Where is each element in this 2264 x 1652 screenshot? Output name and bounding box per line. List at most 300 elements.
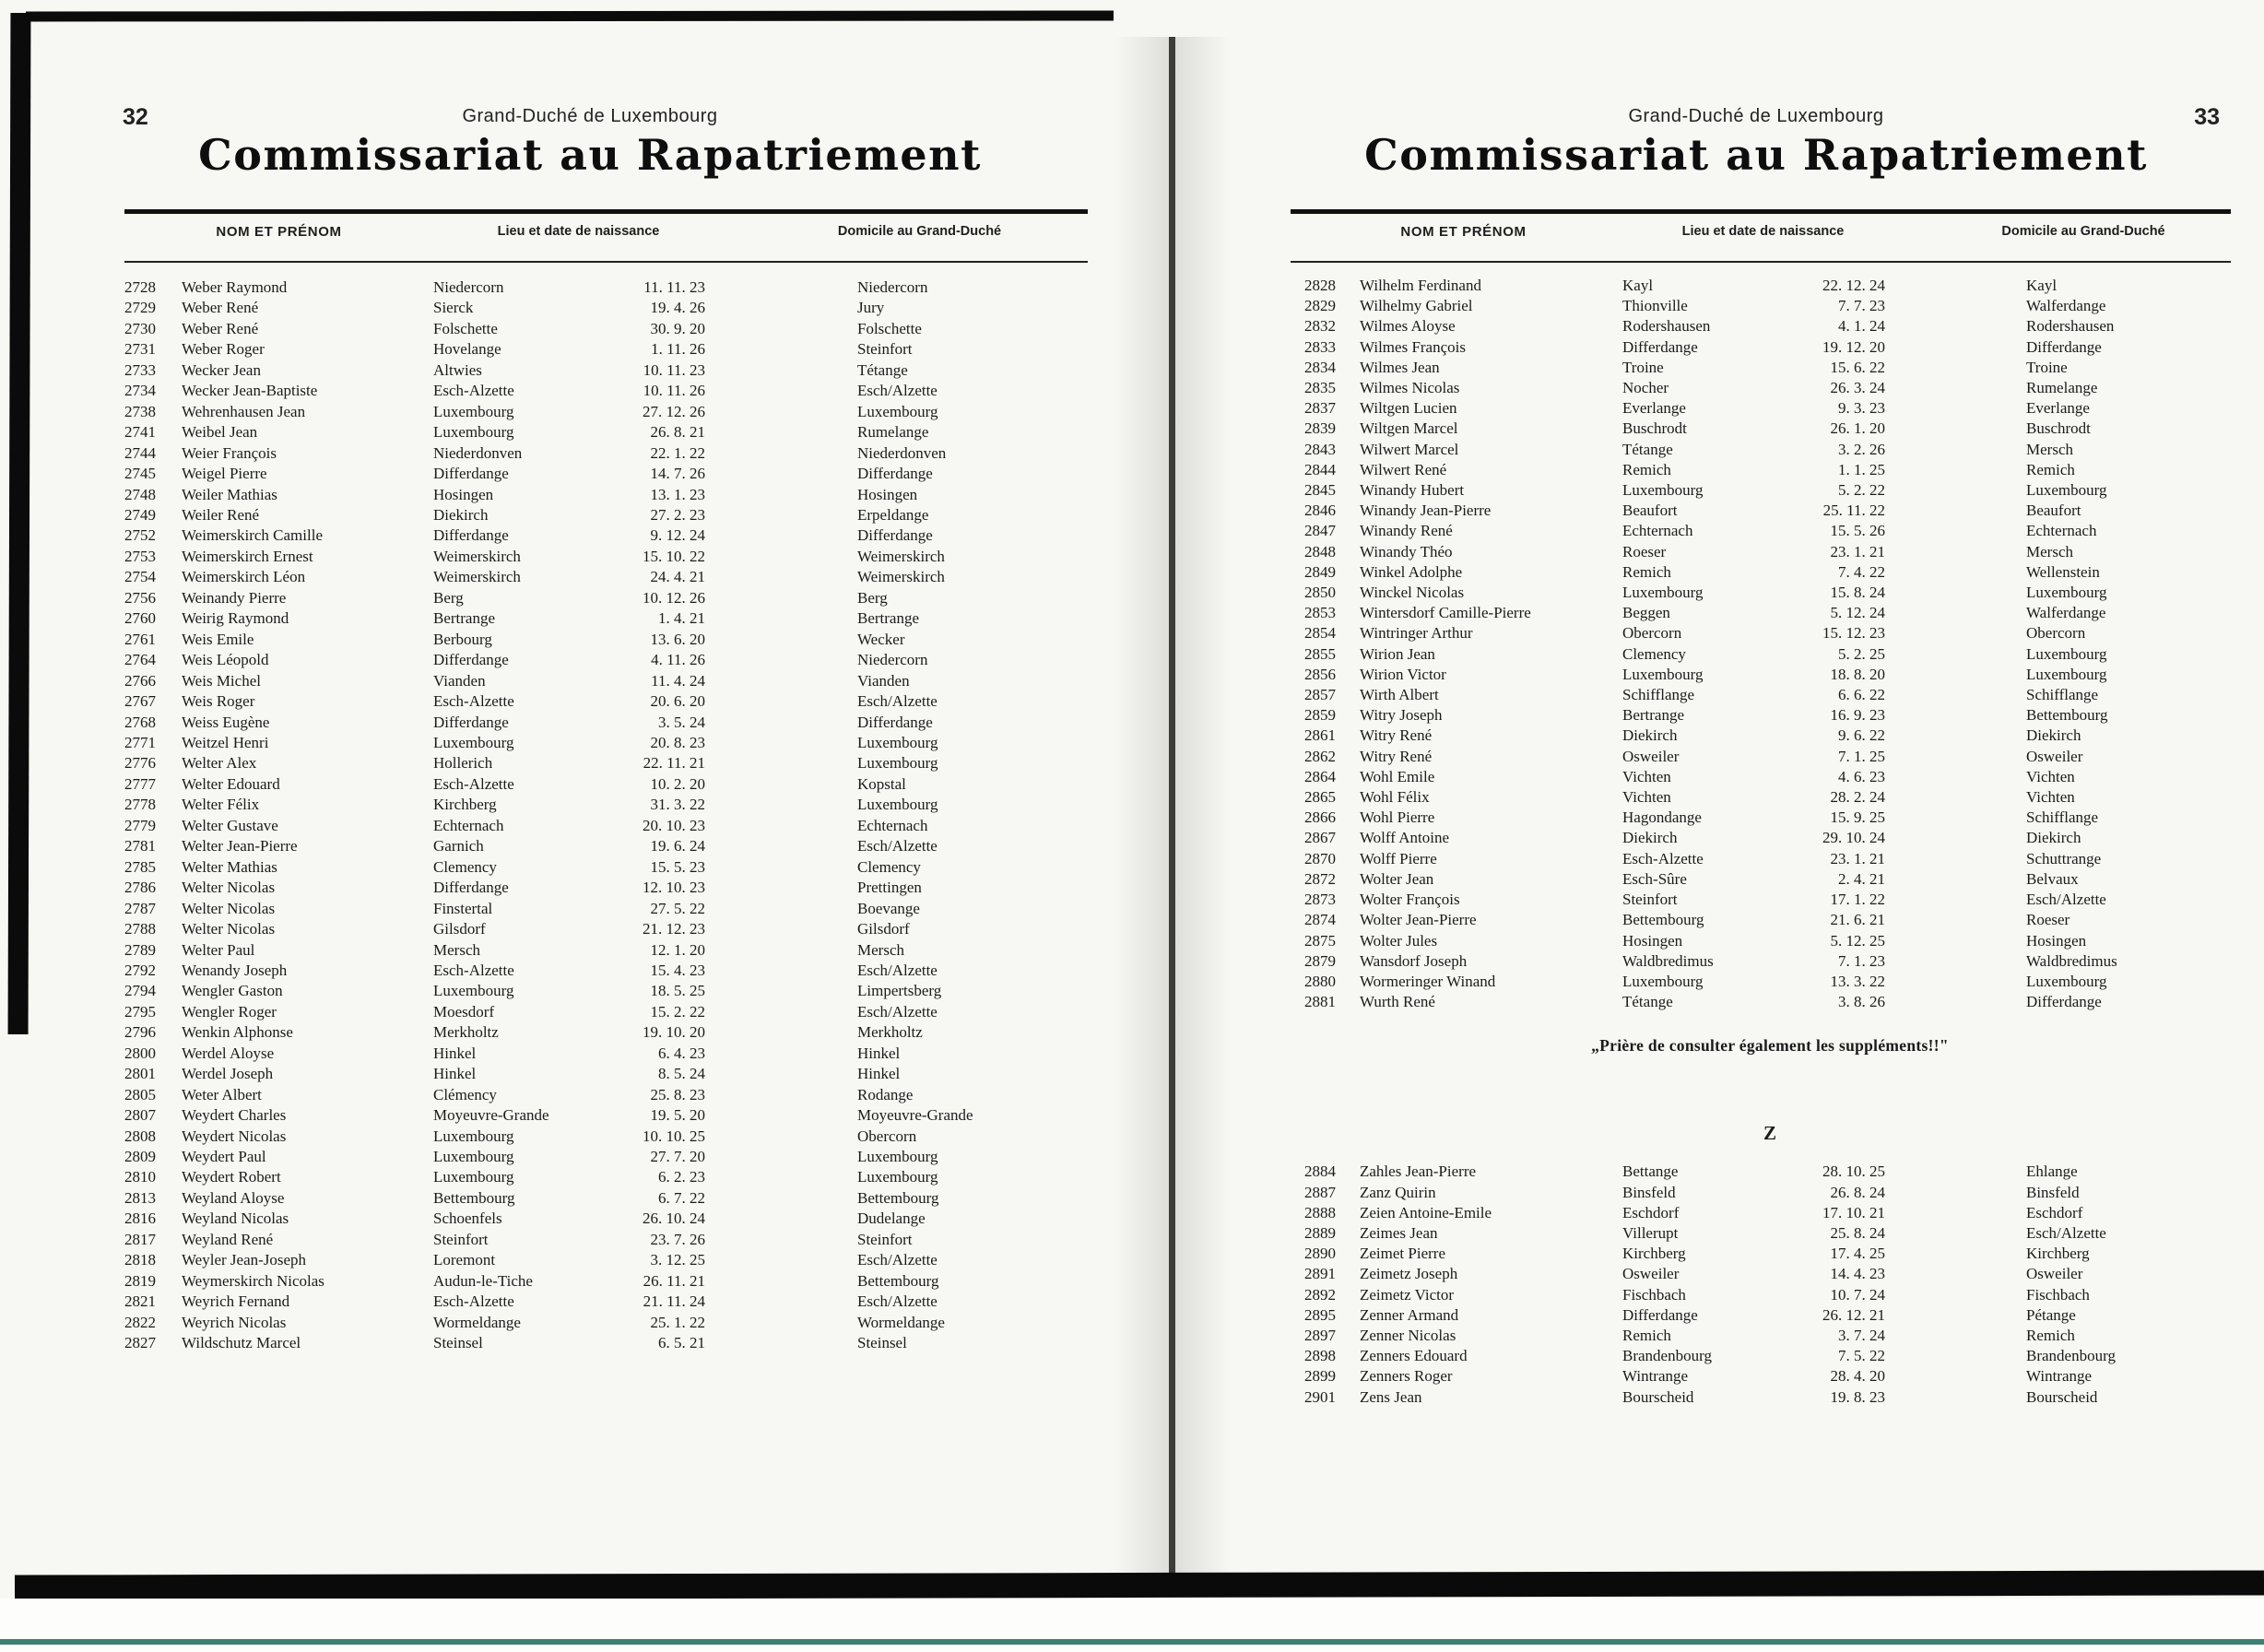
record-name: Wolff Pierre xyxy=(1360,849,1437,867)
table-row xyxy=(124,1105,1088,1126)
record-name: Werdel Aloyse xyxy=(182,1044,275,1062)
birth-date: 22. 11. 21 xyxy=(643,754,705,773)
record-number: 2748 xyxy=(124,485,156,503)
table-row xyxy=(124,713,1088,733)
birth-place: Finstertal xyxy=(433,899,493,917)
birth-place: Diekirch xyxy=(433,505,489,524)
record-name: Witry René xyxy=(1360,726,1433,745)
record-number: 2892 xyxy=(1304,1285,1336,1304)
domicile: Esch/Alzette xyxy=(2026,891,2106,909)
table-row xyxy=(1304,849,2235,869)
record-number: 2816 xyxy=(124,1210,156,1228)
record-number: 2884 xyxy=(1304,1162,1336,1181)
domicile: Luxembourg xyxy=(857,1148,938,1166)
record-number: 2728 xyxy=(124,278,156,296)
birth-date: 17. 1. 22 xyxy=(1830,891,1885,909)
birth-date: 16. 9. 23 xyxy=(1830,706,1885,725)
domicile: Hinkel xyxy=(857,1044,901,1062)
record-name: Weyland Nicolas xyxy=(182,1210,289,1228)
table-row xyxy=(124,1313,1088,1333)
record-name: Welter Jean-Pierre xyxy=(182,837,298,856)
supplement-note: „Prière de consulter également les suppléments!!" xyxy=(1591,1036,1949,1056)
country-header: Grand-Duché de Luxembourg xyxy=(1628,106,1884,126)
table-row xyxy=(1304,460,2235,480)
birth-date: 12. 10. 23 xyxy=(643,879,705,897)
birth-date: 23. 7. 26 xyxy=(650,1230,705,1248)
birth-place: Moesdorf xyxy=(433,1002,495,1021)
domicile: Buschrodt xyxy=(2026,419,2091,438)
record-number: 2785 xyxy=(124,857,156,876)
domicile: Eschdorf xyxy=(2026,1203,2083,1221)
record-number: 2796 xyxy=(124,1023,156,1042)
table-row xyxy=(1304,337,2235,358)
record-number: 2867 xyxy=(1304,829,1336,847)
birth-date: 19. 6. 24 xyxy=(650,837,705,856)
birth-place: Kirchberg xyxy=(433,796,497,814)
domicile: Folschette xyxy=(857,319,922,337)
birth-place: Bertrange xyxy=(433,609,496,628)
domicile: Wintrange xyxy=(2026,1367,2093,1386)
birth-place: Everlange xyxy=(1622,399,1686,418)
record-number: 2832 xyxy=(1304,317,1336,336)
record-name: Zeimes Jean xyxy=(1360,1223,1438,1242)
birth-place: Luxembourg xyxy=(433,982,514,1000)
birth-date: 15. 12. 23 xyxy=(1822,624,1885,643)
table-row xyxy=(1304,685,2235,705)
birth-date: 3. 8. 26 xyxy=(1838,993,1885,1011)
record-number: 2794 xyxy=(124,982,156,1000)
record-number: 2821 xyxy=(124,1292,156,1311)
domicile: Echternach xyxy=(2026,522,2097,540)
record-name: Wehrenhausen Jean xyxy=(182,402,306,420)
record-name: Wenkin Alphonse xyxy=(182,1023,293,1042)
birth-date: 4. 6. 23 xyxy=(1838,767,1885,785)
table-row xyxy=(124,753,1088,773)
birth-date: 25. 11. 22 xyxy=(1822,502,1885,520)
domicile: Mersch xyxy=(857,940,904,959)
record-number: 2766 xyxy=(124,671,156,690)
record-name: Weinandy Pierre xyxy=(182,588,287,607)
table-row xyxy=(1304,767,2235,787)
record-name: Welter Nicolas xyxy=(182,899,276,917)
domicile: Bettembourg xyxy=(2026,706,2108,725)
record-number: 2819 xyxy=(124,1271,156,1290)
record-name: Wirion Jean xyxy=(1360,644,1435,663)
domicile: Vichten xyxy=(2026,788,2075,807)
table-row xyxy=(124,381,1088,401)
birth-place: Osweiler xyxy=(1622,1265,1680,1283)
birth-place: Altwies xyxy=(433,360,482,379)
domicile: Walferdange xyxy=(2026,297,2106,315)
birth-date: 17. 4. 25 xyxy=(1830,1245,1885,1263)
record-name: Wilmes Nicolas xyxy=(1360,379,1460,397)
domicile: Limpertsberg xyxy=(857,982,942,1000)
record-name: Winandy Jean-Pierre xyxy=(1360,502,1492,520)
table-row xyxy=(124,360,1088,381)
domicile: Steinfort xyxy=(857,340,913,359)
record-name: Weter Albert xyxy=(182,1085,262,1103)
domicile: Differdange xyxy=(857,465,933,483)
record-name: Weyland René xyxy=(182,1230,274,1248)
birth-place: Wormeldange xyxy=(433,1313,521,1331)
domicile: Prettingen xyxy=(857,879,922,897)
record-name: Witry Joseph xyxy=(1360,706,1443,725)
record-name: Zenner Armand xyxy=(1360,1305,1459,1324)
birth-place: Luxembourg xyxy=(433,733,514,751)
birth-date: 10. 10. 25 xyxy=(643,1127,705,1145)
birth-date: 5. 2. 22 xyxy=(1838,481,1885,500)
birth-date: 9. 12. 24 xyxy=(650,526,705,545)
table-row xyxy=(124,485,1088,505)
table-row xyxy=(1304,1244,2235,1264)
domicile: Osweiler xyxy=(2026,747,2083,765)
domicile: Rumelange xyxy=(2026,379,2098,397)
domicile: Boevange xyxy=(857,899,920,917)
record-name: Welter Alex xyxy=(182,754,257,773)
domicile: Obercorn xyxy=(857,1127,917,1145)
record-name: Weis Emile xyxy=(182,630,254,648)
record-number: 2756 xyxy=(124,588,156,607)
birth-place: Clemency xyxy=(433,857,497,876)
scan-bottom-accent-line xyxy=(0,1639,2264,1645)
table-row xyxy=(124,836,1088,856)
table-row xyxy=(1304,1305,2235,1326)
domicile: Wecker xyxy=(857,630,905,648)
birth-date: 7. 1. 25 xyxy=(1838,747,1885,765)
record-number: 2874 xyxy=(1304,911,1336,929)
birth-place: Hollerich xyxy=(433,754,493,773)
table-row xyxy=(124,422,1088,442)
page-number: 33 xyxy=(2194,104,2220,130)
birth-date: 23. 1. 21 xyxy=(1830,542,1885,560)
birth-place: Merkholtz xyxy=(433,1023,499,1042)
record-number: 2895 xyxy=(1304,1305,1336,1324)
birth-place: Rodershausen xyxy=(1622,317,1711,336)
record-name: Wengler Gaston xyxy=(182,982,283,1000)
record-number: 2744 xyxy=(124,443,156,462)
record-number: 2856 xyxy=(1304,665,1336,683)
book-page-right xyxy=(1189,51,2258,1581)
table-row xyxy=(1304,1285,2235,1305)
record-number: 2849 xyxy=(1304,562,1336,581)
birth-place: Bettembourg xyxy=(1622,911,1704,929)
birth-place: Differdange xyxy=(433,526,509,545)
record-number: 2786 xyxy=(124,879,156,897)
domicile: Luxembourg xyxy=(2026,644,2107,663)
table-row xyxy=(124,298,1088,318)
record-name: Wormeringer Winand xyxy=(1360,972,1496,990)
birth-date: 26. 3. 24 xyxy=(1830,379,1885,397)
birth-place: Luxembourg xyxy=(433,402,514,420)
record-number: 2847 xyxy=(1304,522,1336,540)
table-row xyxy=(124,402,1088,422)
domicile: Mersch xyxy=(2026,542,2073,560)
record-number: 2754 xyxy=(124,568,156,586)
record-number: 2859 xyxy=(1304,706,1336,725)
domicile: Everlange xyxy=(2026,399,2090,418)
birth-date: 27. 2. 23 xyxy=(650,505,705,524)
birth-date: 19. 4. 26 xyxy=(650,299,705,317)
birth-place: Waldbredimus xyxy=(1622,951,1714,970)
table-row xyxy=(124,1085,1088,1105)
birth-date: 7. 4. 22 xyxy=(1838,562,1885,581)
record-number: 2901 xyxy=(1304,1387,1336,1406)
record-name: Wirion Victor xyxy=(1360,665,1446,683)
record-number: 2731 xyxy=(124,340,156,359)
birth-place: Gilsdorf xyxy=(433,920,486,938)
birth-date: 6. 6. 22 xyxy=(1838,686,1885,704)
birth-place: Esch-Alzette xyxy=(433,1292,514,1311)
record-number: 2779 xyxy=(124,816,156,834)
birth-date: 26. 11. 21 xyxy=(643,1271,705,1290)
table-row xyxy=(124,443,1088,464)
table-row xyxy=(124,1209,1088,1229)
birth-place: Esch-Sûre xyxy=(1622,869,1687,888)
book-spine-line xyxy=(1169,37,1175,1586)
birth-place: Remich xyxy=(1622,1326,1671,1344)
birth-date: 15. 9. 25 xyxy=(1830,808,1885,827)
record-number: 2835 xyxy=(1304,379,1336,397)
table-row xyxy=(124,691,1088,712)
table-row xyxy=(1304,542,2235,562)
birth-date: 15. 10. 22 xyxy=(643,547,705,565)
domicile: Schifflange xyxy=(2026,808,2099,827)
record-name: Wengler Roger xyxy=(182,1002,277,1021)
record-number: 2741 xyxy=(124,423,156,442)
birth-place: Villerupt xyxy=(1622,1223,1679,1242)
table-row xyxy=(124,1230,1088,1250)
record-number: 2875 xyxy=(1304,931,1336,950)
record-name: Weimerskirch Ernest xyxy=(182,547,313,565)
record-name: Witry René xyxy=(1360,747,1433,765)
title-rule xyxy=(124,209,1088,214)
domicile: Schifflange xyxy=(2026,686,2099,704)
domicile: Niedercorn xyxy=(857,651,928,669)
record-name: Welter Félix xyxy=(182,796,260,814)
table-row xyxy=(1304,869,2235,890)
record-name: Weirig Raymond xyxy=(182,609,289,628)
table-row xyxy=(1304,972,2235,992)
birth-date: 19. 10. 20 xyxy=(643,1023,705,1042)
domicile: Bettembourg xyxy=(857,1188,939,1207)
domicile: Moyeuvre-Grande xyxy=(857,1106,973,1125)
record-name: Zens Jean xyxy=(1360,1387,1422,1406)
record-name: Weimerskirch Camille xyxy=(182,526,323,545)
record-name: Welter Nicolas xyxy=(182,920,276,938)
birth-place: Luxembourg xyxy=(1622,481,1704,500)
record-name: Zahles Jean-Pierre xyxy=(1360,1162,1477,1181)
domicile: Bertrange xyxy=(857,609,920,628)
record-number: 2789 xyxy=(124,940,156,959)
birth-place: Garnich xyxy=(433,837,484,856)
table-row xyxy=(1304,726,2235,746)
record-number: 2734 xyxy=(124,382,156,400)
birth-place: Berg xyxy=(433,588,464,607)
record-number: 2768 xyxy=(124,713,156,731)
birth-date: 9. 3. 23 xyxy=(1838,399,1885,418)
birth-date: 15. 4. 23 xyxy=(650,961,705,979)
birth-place: Roeser xyxy=(1622,542,1667,560)
birth-place: Vichten xyxy=(1622,767,1671,785)
record-name: Wurth René xyxy=(1360,993,1435,1011)
record-number: 2795 xyxy=(124,1002,156,1021)
birth-date: 6. 7. 22 xyxy=(658,1188,705,1207)
birth-date: 10. 11. 26 xyxy=(643,382,705,400)
domicile: Luxembourg xyxy=(857,754,938,773)
birth-date: 27. 12. 26 xyxy=(643,402,705,420)
table-row xyxy=(124,525,1088,546)
domicile: Luxembourg xyxy=(2026,972,2107,990)
birth-place: Brandenbourg xyxy=(1622,1347,1712,1365)
birth-date: 11. 11. 23 xyxy=(643,278,705,296)
domicile: Esch/Alzette xyxy=(857,382,937,400)
record-name: Weibel Jean xyxy=(182,423,258,442)
table-row xyxy=(124,1271,1088,1292)
domicile: Bettembourg xyxy=(857,1271,939,1290)
birth-place: Luxembourg xyxy=(433,1127,514,1145)
record-name: Zeien Antoine-Emile xyxy=(1360,1203,1492,1221)
table-row xyxy=(124,339,1088,360)
record-number: 2760 xyxy=(124,609,156,628)
record-name: Wilmes Jean xyxy=(1360,358,1440,376)
record-name: Weis Léopold xyxy=(182,651,269,669)
domicile: Differdange xyxy=(857,713,933,731)
record-number: 2767 xyxy=(124,692,156,711)
birth-place: Hosingen xyxy=(433,485,494,503)
birth-date: 5. 12. 25 xyxy=(1830,931,1885,950)
birth-date: 3. 2. 26 xyxy=(1838,440,1885,458)
record-number: 2752 xyxy=(124,526,156,545)
record-name: Wohl Emile xyxy=(1360,767,1435,785)
records-table xyxy=(1304,276,2235,1408)
domicile: Clemency xyxy=(857,857,921,876)
record-number: 2845 xyxy=(1304,481,1336,500)
domicile: Waldbredimus xyxy=(2026,951,2117,970)
table-row xyxy=(1304,665,2235,685)
domicile: Tétange xyxy=(857,360,908,379)
birth-place: Steinfort xyxy=(433,1230,489,1248)
table-row xyxy=(1304,419,2235,439)
record-number: 2813 xyxy=(124,1188,156,1207)
table-header xyxy=(124,224,1088,240)
domicile: Luxembourg xyxy=(857,796,938,814)
record-name: Wildschutz Marcel xyxy=(182,1334,301,1352)
domicile: Roeser xyxy=(2026,911,2070,929)
record-number: 2879 xyxy=(1304,951,1336,970)
record-number: 2781 xyxy=(124,837,156,856)
domicile: Luxembourg xyxy=(857,733,938,751)
birth-date: 20. 6. 20 xyxy=(650,692,705,711)
birth-date: 6. 5. 21 xyxy=(658,1334,705,1352)
record-number: 2753 xyxy=(124,547,156,565)
record-number: 2887 xyxy=(1304,1183,1336,1201)
domicile: Steinfort xyxy=(857,1230,913,1248)
table-row xyxy=(124,961,1088,981)
table-row xyxy=(124,733,1088,753)
birth-place: Echternach xyxy=(433,816,504,834)
record-number: 2777 xyxy=(124,774,156,793)
birth-place: Sierck xyxy=(433,299,474,317)
record-name: Wohl Pierre xyxy=(1360,808,1435,827)
birth-place: Remich xyxy=(1622,562,1671,581)
birth-date: 18. 5. 25 xyxy=(650,982,705,1000)
domicile: Luxembourg xyxy=(2026,481,2107,500)
table-row xyxy=(1304,951,2235,972)
birth-place: Niedercorn xyxy=(433,278,504,296)
record-name: Zeimetz Joseph xyxy=(1360,1265,1458,1283)
record-number: 2807 xyxy=(124,1106,156,1125)
birth-place: Weimerskirch xyxy=(433,568,521,586)
birth-date: 15. 5. 26 xyxy=(1830,522,1885,540)
record-number: 2749 xyxy=(124,505,156,524)
table-row xyxy=(1304,808,2235,828)
birth-place: Troine xyxy=(1622,358,1664,376)
record-number: 2764 xyxy=(124,651,156,669)
domicile: Belvaux xyxy=(2026,869,2079,888)
birth-place: Luxembourg xyxy=(433,423,514,442)
record-number: 2888 xyxy=(1304,1203,1336,1221)
record-name: Weber René xyxy=(182,299,259,317)
birth-date: 5. 2. 25 xyxy=(1838,644,1885,663)
domicile: Merkholtz xyxy=(857,1023,923,1042)
domicile: Differdange xyxy=(2026,337,2102,356)
record-name: Weydert Robert xyxy=(182,1168,281,1186)
table-row xyxy=(124,919,1088,939)
table-row xyxy=(124,630,1088,650)
table-row xyxy=(1304,1183,2235,1203)
section-heading-z: Z xyxy=(1763,1122,1776,1145)
birth-place: Berbourg xyxy=(433,630,492,648)
record-name: Wecker Jean xyxy=(182,360,261,379)
record-number: 2853 xyxy=(1304,604,1336,622)
record-name: Wolff Antoine xyxy=(1360,829,1450,847)
record-name: Weydert Nicolas xyxy=(182,1127,287,1145)
birth-date: 26. 10. 24 xyxy=(643,1210,705,1228)
record-name: Welter Paul xyxy=(182,940,255,959)
birth-date: 25. 8. 23 xyxy=(650,1085,705,1103)
scan-edge-bar-top xyxy=(26,10,1114,21)
page-title: Commissariat au Rapatriement xyxy=(198,130,982,180)
domicile: Vichten xyxy=(2026,767,2075,785)
birth-place: Bertrange xyxy=(1622,706,1685,725)
birth-place: Echternach xyxy=(1622,522,1693,540)
record-name: Winandy Théo xyxy=(1360,542,1453,560)
record-number: 2846 xyxy=(1304,502,1336,520)
record-name: Weiler René xyxy=(182,505,260,524)
record-number: 2792 xyxy=(124,961,156,979)
birth-place: Luxembourg xyxy=(1622,665,1704,683)
domicile: Fischbach xyxy=(2026,1285,2090,1304)
record-number: 2872 xyxy=(1304,869,1336,888)
birth-date: 24. 4. 21 xyxy=(650,568,705,586)
domicile: Luxembourg xyxy=(2026,665,2107,683)
table-row xyxy=(124,1333,1088,1353)
page-title: Commissariat au Rapatriement xyxy=(1364,130,2148,180)
record-number: 2855 xyxy=(1304,644,1336,663)
birth-date: 28. 4. 20 xyxy=(1830,1367,1885,1386)
record-name: Weyland Aloyse xyxy=(182,1188,285,1207)
birth-date: 6. 2. 23 xyxy=(658,1168,705,1186)
table-row xyxy=(124,1064,1088,1084)
domicile: Obercorn xyxy=(2026,624,2086,643)
birth-place: Nocher xyxy=(1622,379,1669,397)
birth-date: 10. 12. 26 xyxy=(643,588,705,607)
birth-date: 19. 12. 20 xyxy=(1822,337,1885,356)
domicile: Diekirch xyxy=(2026,726,2081,745)
table-row xyxy=(124,505,1088,525)
birth-place: Obercorn xyxy=(1622,624,1682,643)
birth-date: 10. 11. 23 xyxy=(643,360,705,379)
